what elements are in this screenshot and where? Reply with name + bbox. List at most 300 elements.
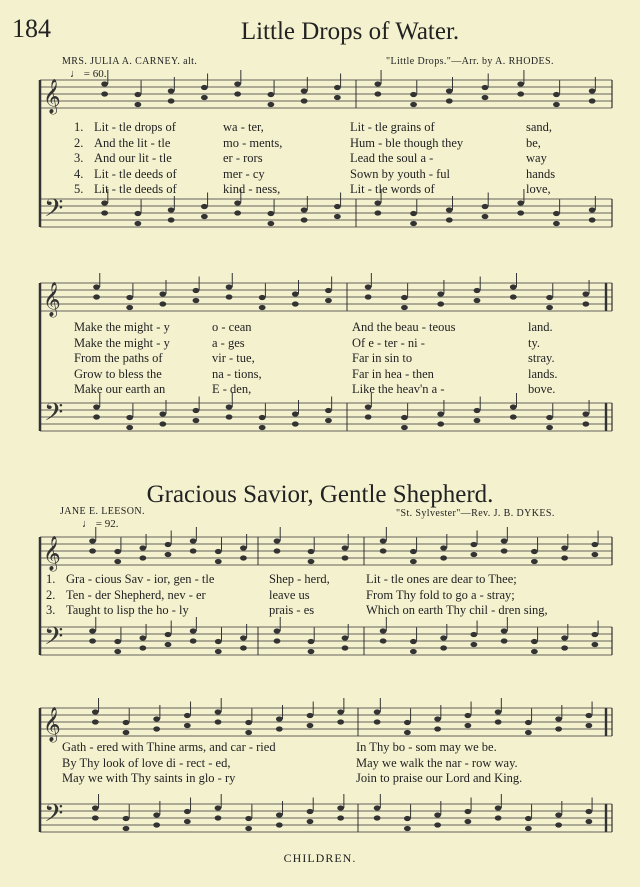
hymn2-lyric-a-r2-c1: 2.: [46, 587, 56, 602]
note: [464, 809, 471, 814]
note: [474, 298, 481, 303]
note: [501, 548, 508, 553]
note: [434, 822, 441, 827]
hymn2-lyric-a-r2-c4: From Thy fold to go a - stray;: [366, 587, 515, 602]
note: [153, 822, 160, 827]
note: [510, 414, 517, 419]
note: [193, 408, 200, 413]
note: [470, 632, 477, 637]
note: [437, 421, 444, 426]
note: [401, 295, 408, 300]
note: [434, 726, 441, 731]
hymn1-lyric-a-r3-c2: And our lit - tle: [94, 151, 172, 165]
hymn2-lyric-a-r1-c1: 1.: [46, 572, 56, 586]
hymn1-lyric-b-r1-c1: Make the might - y: [74, 320, 170, 334]
hymn1-lyric-a-r3-c1: 3.: [74, 151, 84, 165]
hymn1-lyric-a-r4-c2: Lit - tle deeds of: [94, 166, 177, 181]
note: [134, 92, 141, 97]
hymn1-lyric-a-r2-c5: be,: [526, 135, 541, 150]
note: [240, 635, 247, 640]
note: [437, 301, 444, 306]
note: [276, 812, 283, 817]
note: [374, 719, 381, 724]
note: [201, 204, 208, 209]
note: [342, 555, 349, 560]
note: [410, 549, 417, 554]
note: [589, 207, 596, 212]
hymn1-lyric-a-r2-c1: 2.: [74, 135, 84, 150]
note: [93, 284, 100, 289]
hymn1-lyric-a-r5-c1: 5.: [74, 182, 84, 196]
hymn1-lyric-b-r5-c4: bove.: [528, 382, 556, 396]
note: [139, 645, 146, 650]
note: [561, 545, 568, 550]
note: [434, 716, 441, 721]
note: [267, 92, 274, 97]
note: [434, 812, 441, 817]
note: [474, 418, 481, 423]
note: [325, 418, 332, 423]
hymn1-lyric-b-r4-c4: lands.: [528, 366, 558, 381]
note: [334, 95, 341, 100]
note: [101, 81, 108, 86]
note: [159, 411, 166, 416]
hymn1-lyric-a-r4-c1: 4.: [74, 166, 84, 181]
note: [215, 549, 222, 554]
note: [139, 635, 146, 640]
note: [153, 726, 160, 731]
hymn2-lyric-a-r1-c4: Lit - tle ones are dear to Thee;: [366, 572, 517, 586]
note: [114, 559, 121, 564]
note: [325, 298, 332, 303]
note: [410, 102, 417, 107]
note: [240, 645, 247, 650]
note: [365, 284, 372, 289]
note: [139, 555, 146, 560]
note: [410, 221, 417, 226]
note: [245, 720, 252, 725]
note: [301, 88, 308, 93]
hymn1-lyric-b-r4-c3: Far in hea - then: [352, 366, 434, 381]
note: [123, 730, 130, 735]
note: [274, 548, 281, 553]
hymn1-lyric-a-r1-c1: 1.: [74, 120, 84, 134]
note: [365, 414, 372, 419]
note: [276, 726, 283, 731]
note: [365, 294, 372, 299]
note: [482, 95, 489, 100]
clef-icon: 𝄢: [44, 398, 64, 433]
note: [582, 291, 589, 296]
hymn1-lyric-b-r3-c4: stray.: [528, 351, 555, 365]
note: [553, 92, 560, 97]
note: [101, 200, 108, 205]
note: [410, 559, 417, 564]
note: [226, 404, 233, 409]
note: [517, 200, 524, 205]
note: [234, 91, 241, 96]
note: [464, 819, 471, 824]
note: [525, 720, 532, 725]
note: [470, 552, 477, 557]
note: [190, 628, 197, 633]
note: [226, 294, 233, 299]
note: [589, 88, 596, 93]
note: [134, 211, 141, 216]
hymn2-lyric-a-r3-c1: 3.: [46, 603, 56, 617]
note: [215, 709, 222, 714]
hymn1-lyric-a-r5-c4: Lit - tle words of: [350, 182, 435, 196]
note: [374, 200, 381, 205]
hymn2-tune-credit: "St. Sylvester"—Rev. J. B. DYKES.: [396, 508, 555, 519]
note: [437, 411, 444, 416]
note: [184, 809, 191, 814]
note: [215, 805, 222, 810]
note: [334, 85, 341, 90]
note: [582, 421, 589, 426]
note: [404, 816, 411, 821]
hymn1-lyric-a-r1-c3: wa - ter,: [223, 120, 264, 134]
hymn1-lyric-a-r1-c2: Lit - tle drops of: [94, 120, 176, 134]
hymn1-lyric-a-r4-c4: Sown by youth - ful: [350, 166, 450, 181]
note: [582, 411, 589, 416]
hymn1-lyric-b-r1-c3: And the beau - teous: [352, 320, 456, 334]
note: [380, 628, 387, 633]
note: [501, 538, 508, 543]
note: [240, 555, 247, 560]
hymn2-tempo: ♩ = 92.: [82, 518, 119, 530]
clef-icon: 𝄞: [43, 707, 61, 742]
hymn1-lyric-b-r3-c2: vir - tue,: [212, 351, 255, 365]
note: [114, 649, 121, 654]
note: [259, 425, 266, 430]
hymn1-lyric-a-r4-c5: hands: [526, 166, 556, 181]
hymn1-lyric-a-r2-c4: Hum - ble though they: [350, 135, 464, 150]
note: [234, 210, 241, 215]
note: [380, 548, 387, 553]
hymn2-lyric-a-r1-c3: Shep - herd,: [269, 572, 330, 586]
note: [553, 221, 560, 226]
note: [440, 555, 447, 560]
note: [93, 294, 100, 299]
note: [153, 716, 160, 721]
note: [190, 638, 197, 643]
note: [126, 425, 133, 430]
hymn1-lyric-b-r4-c1: Grow to bless the: [74, 366, 162, 381]
hymn1-lyric-b-r2-c3: Of e - ter - ni -: [352, 335, 425, 350]
note: [201, 214, 208, 219]
note: [474, 408, 481, 413]
note: [561, 645, 568, 650]
note: [193, 298, 200, 303]
hymn1-lyric-a-r5-c5: love,: [526, 182, 551, 196]
note: [159, 291, 166, 296]
note: [276, 822, 283, 827]
note: [495, 815, 502, 820]
note: [531, 559, 538, 564]
note: [440, 635, 447, 640]
note: [101, 91, 108, 96]
note: [517, 91, 524, 96]
note: [245, 826, 252, 831]
note: [401, 415, 408, 420]
note: [274, 628, 281, 633]
note: [308, 649, 315, 654]
note: [525, 826, 532, 831]
hymn1-title: Little Drops of Water.: [240, 18, 460, 45]
note: [101, 210, 108, 215]
note: [126, 415, 133, 420]
hymn2-lyric-a-r1-c2: Gra - cious Sav - ior, gen - tle: [66, 572, 215, 586]
note: [337, 709, 344, 714]
note: [114, 639, 121, 644]
hymn1-author: MRS. JULIA A. CARNEY. alt.: [62, 56, 198, 67]
note: [240, 545, 247, 550]
clef-icon: 𝄞: [43, 536, 61, 571]
note: [201, 95, 208, 100]
note: [374, 805, 381, 810]
note: [446, 217, 453, 222]
note: [337, 805, 344, 810]
hymn2-author: JANE E. LEESON.: [60, 506, 145, 517]
note: [482, 214, 489, 219]
hymn2-lyric-a-r2-c3: leave us: [269, 587, 310, 602]
note: [308, 639, 315, 644]
note: [501, 628, 508, 633]
note: [126, 295, 133, 300]
note: [380, 538, 387, 543]
note: [226, 284, 233, 289]
clef-icon: 𝄞: [43, 282, 61, 317]
hymn2-lyric-b-r2-c2: May we walk the nar - row way.: [356, 755, 518, 770]
page-number: 184: [12, 14, 51, 43]
note: [337, 719, 344, 724]
hymn2-lyric-a-r3-c3: prais - es: [269, 603, 315, 617]
hymn1-lyric-a-r3-c5: way: [526, 151, 547, 165]
note: [546, 305, 553, 310]
note: [308, 559, 315, 564]
note: [168, 207, 175, 212]
note: [134, 102, 141, 107]
note: [234, 81, 241, 86]
note: [342, 645, 349, 650]
note: [215, 815, 222, 820]
note: [401, 305, 408, 310]
note: [546, 295, 553, 300]
hymn1-lyric-b-r2-c4: ty.: [528, 335, 541, 350]
note: [89, 638, 96, 643]
note: [585, 723, 592, 728]
note: [89, 538, 96, 543]
note: [184, 723, 191, 728]
note: [307, 809, 314, 814]
hymn2-lyric-b-r3-c1: May we with Thy saints in glo - ry: [62, 771, 236, 785]
note: [165, 642, 172, 647]
hymn1-lyric-b-r1-c4: land.: [528, 320, 553, 334]
note: [234, 200, 241, 205]
note: [259, 305, 266, 310]
note: [374, 81, 381, 86]
note: [165, 552, 172, 557]
note: [292, 301, 299, 306]
hymn1-lyric-a-r1-c4: Lit - tle grains of: [350, 120, 435, 134]
note: [410, 649, 417, 654]
footer-category: CHILDREN.: [283, 851, 357, 865]
hymn1-lyric-b-r4-c2: na - tions,: [212, 366, 262, 381]
note: [307, 819, 314, 824]
note: [201, 85, 208, 90]
note: [259, 415, 266, 420]
note: [561, 635, 568, 640]
note: [215, 649, 222, 654]
note: [267, 221, 274, 226]
hymn1-lyric-a-r2-c3: mo - ments,: [223, 135, 283, 150]
hymn1-tune-credit: "Little Drops."—Arr. by A. RHODES.: [386, 56, 554, 67]
clef-icon: 𝄢: [44, 194, 64, 229]
note: [482, 204, 489, 209]
note: [93, 404, 100, 409]
note: [482, 85, 489, 90]
note: [501, 638, 508, 643]
note: [301, 98, 308, 103]
note: [495, 709, 502, 714]
note: [440, 545, 447, 550]
note: [589, 217, 596, 222]
note: [165, 632, 172, 637]
note: [561, 555, 568, 560]
note: [307, 713, 314, 718]
hymn1-lyric-a-r3-c3: er - rors: [223, 151, 263, 165]
note: [226, 414, 233, 419]
note: [92, 709, 99, 714]
hymn1-lyric-a-r2-c2: And the lit - tle: [94, 135, 171, 150]
note: [292, 291, 299, 296]
note: [446, 98, 453, 103]
note: [585, 809, 592, 814]
note: [308, 549, 315, 554]
note: [401, 425, 408, 430]
note: [531, 549, 538, 554]
note: [168, 98, 175, 103]
hymn2-lyric-b-r1-c1: Gath - ered with Thine arms, and car - ried: [62, 740, 276, 754]
hymn1-lyric-b-r5-c1: Make our earth an: [74, 382, 166, 396]
clef-icon: 𝄢: [44, 622, 64, 657]
note: [374, 815, 381, 820]
note: [159, 421, 166, 426]
hymn1-tempo: ♩ = 60.: [70, 68, 107, 80]
note: [446, 207, 453, 212]
note: [404, 720, 411, 725]
note: [410, 639, 417, 644]
note: [190, 548, 197, 553]
note: [495, 805, 502, 810]
note: [525, 730, 532, 735]
note: [123, 720, 130, 725]
note: [464, 723, 471, 728]
note: [245, 816, 252, 821]
note: [139, 545, 146, 550]
note: [410, 92, 417, 97]
note: [184, 713, 191, 718]
note: [168, 217, 175, 222]
note: [245, 730, 252, 735]
note: [510, 284, 517, 289]
hymn1-lyric-a-r1-c5: sand,: [526, 120, 553, 134]
note: [307, 723, 314, 728]
hymn1-lyric-b-r3-c3: Far in sin to: [352, 351, 413, 365]
clef-icon: 𝄢: [44, 799, 64, 834]
note: [259, 295, 266, 300]
note: [591, 552, 598, 557]
note: [404, 730, 411, 735]
note: [114, 549, 121, 554]
note: [510, 294, 517, 299]
note: [342, 635, 349, 640]
note: [555, 812, 562, 817]
note: [410, 211, 417, 216]
note: [525, 816, 532, 821]
note: [555, 726, 562, 731]
note: [134, 221, 141, 226]
note: [325, 408, 332, 413]
note: [446, 88, 453, 93]
note: [301, 217, 308, 222]
note: [153, 812, 160, 817]
hymn2-lyric-b-r2-c1: By Thy look of love di - rect - ed,: [62, 755, 231, 770]
note: [531, 639, 538, 644]
note: [89, 628, 96, 633]
note: [517, 81, 524, 86]
note: [215, 719, 222, 724]
hymn2-lyric-a-r2-c2: Ten - der Shepherd, nev - er: [66, 587, 206, 602]
note: [591, 642, 598, 647]
note: [168, 88, 175, 93]
hymn1-lyric-b-r2-c2: a - ges: [212, 335, 245, 350]
note: [585, 819, 592, 824]
note: [92, 815, 99, 820]
note: [126, 305, 133, 310]
note: [334, 204, 341, 209]
note: [92, 719, 99, 724]
hymn1-lyric-b-r1-c2: o - cean: [212, 320, 252, 334]
note: [274, 538, 281, 543]
note: [365, 404, 372, 409]
note: [123, 816, 130, 821]
note: [342, 545, 349, 550]
note: [470, 642, 477, 647]
hymn1-lyric-b-r3-c1: From the paths of: [74, 351, 163, 365]
note: [334, 214, 341, 219]
note: [495, 719, 502, 724]
hymn1-lyric-a-r5-c3: kind - ness,: [223, 182, 281, 196]
hymn1-lyric-a-r4-c3: mer - cy: [223, 166, 265, 181]
note: [159, 301, 166, 306]
note: [337, 815, 344, 820]
note: [555, 716, 562, 721]
note: [546, 425, 553, 430]
note: [292, 411, 299, 416]
note: [193, 288, 200, 293]
note: [591, 542, 598, 547]
hymn1-lyric-a-r3-c4: Lead the soul a -: [350, 151, 434, 165]
hymn2-lyric-b-r3-c2: Join to praise our Lord and King.: [356, 771, 523, 785]
hymn1-lyric-b-r5-c2: E - den,: [212, 382, 252, 396]
note: [215, 639, 222, 644]
hymn1-lyric-b-r2-c1: Make the might - y: [74, 335, 170, 350]
note: [325, 288, 332, 293]
hymn1-lyric-b-r5-c3: Like the heav'n a -: [352, 382, 445, 396]
note: [215, 559, 222, 564]
